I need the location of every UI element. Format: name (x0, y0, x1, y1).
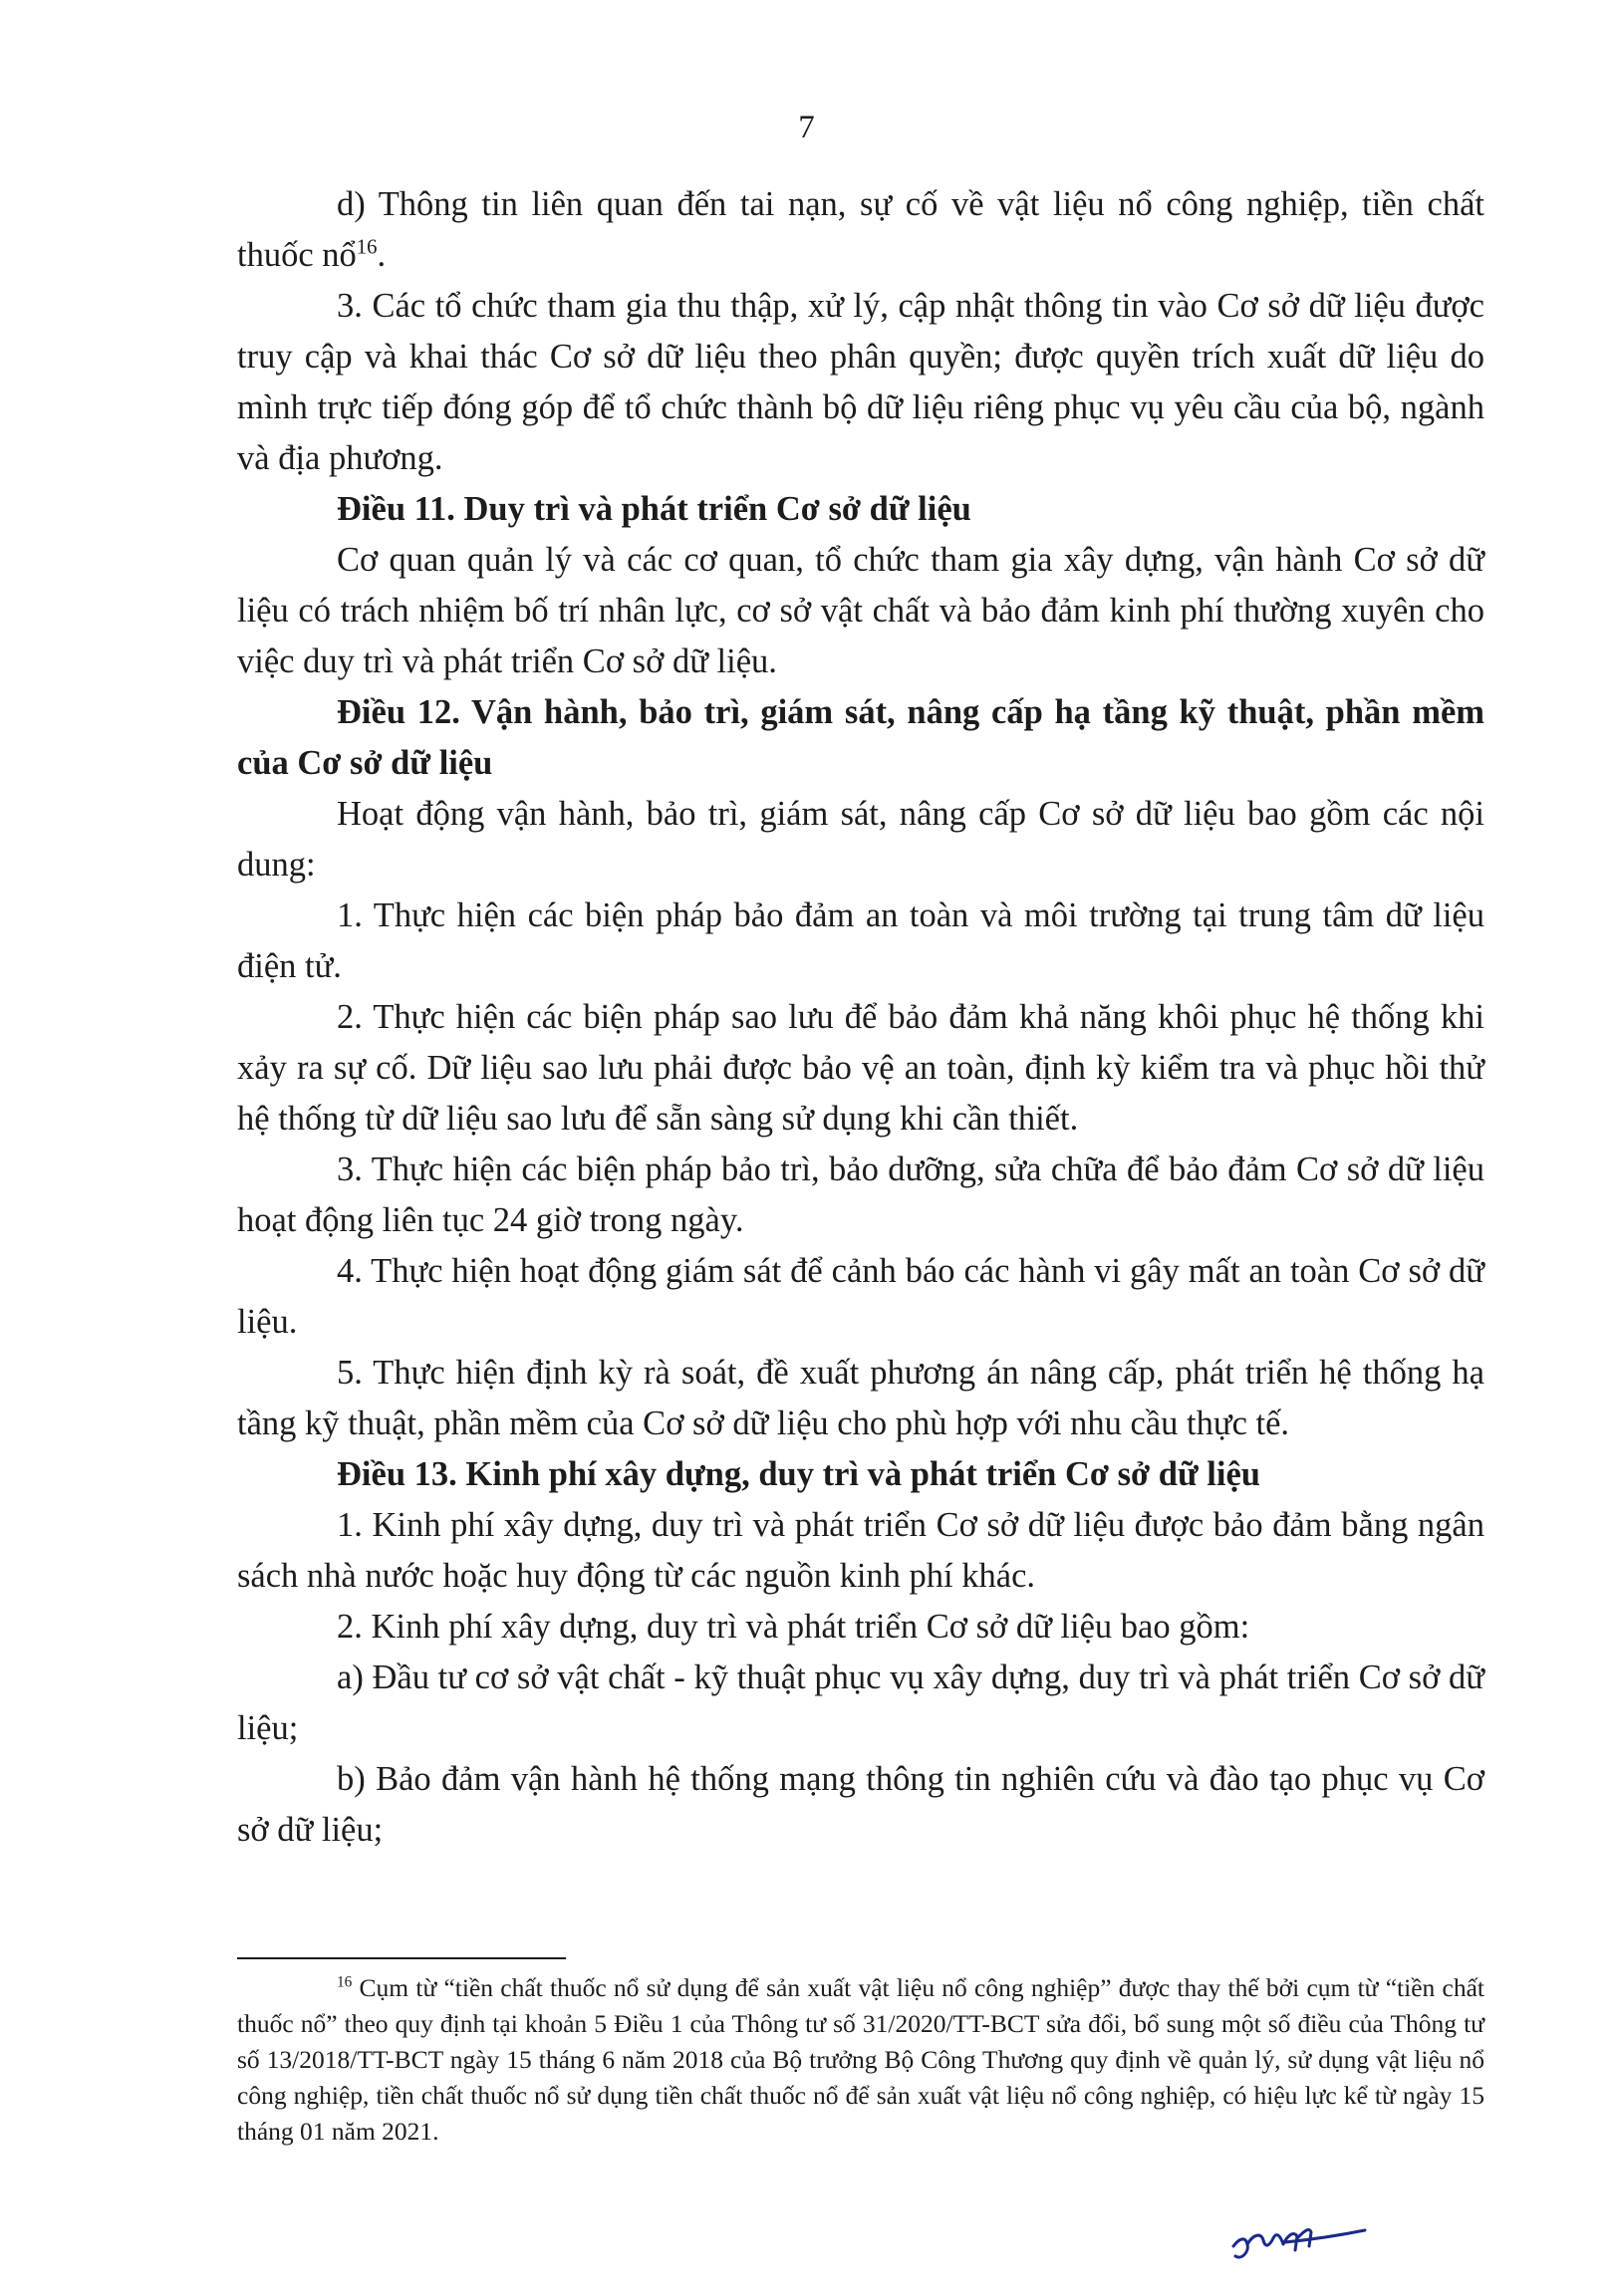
article-12-item-2: 2. Thực hiện các biện pháp sao lưu để bảo đảm khả năng khôi phục hệ thống khi xảy ra sự cố. Dữ liệu sao lưu phải được bảo vệ an toàn, định kỳ kiểm tra và phục hồi thử hệ thống từ dữ liệu sao lưu để sẵn sàng sử dụng khi cần thiết. (237, 998, 1484, 1138)
body-text (237, 179, 1484, 1856)
page-number: 7 (798, 110, 815, 145)
article-12-item-1: 1. Thực hiện các biện pháp bảo đảm an toàn và môi trường tại trung tâm dữ liệu điện tử. (237, 896, 1484, 985)
paragraph-text: d) Thông tin liên quan đến tai nạn, sự cố về vật liệu nổ công nghiệp, tiền chất thuốc nổ (237, 185, 1484, 274)
article-12-item-3: 3. Thực hiện các biện pháp bảo trì, bảo dưỡng, sửa chữa để bảo đảm Cơ sở dữ liệu hoạt động liên tục 24 giờ trong ngày. (237, 1150, 1484, 1239)
article-13-item-2: 2. Kinh phí xây dựng, duy trì và phát triển Cơ sở dữ liệu bao gồm: (337, 1608, 1250, 1646)
footnote-16 (237, 1970, 1484, 2150)
article-11-body: Cơ quan quản lý và các cơ quan, tổ chức tham gia xây dựng, vận hành Cơ sở dữ liệu có trách nhiệm bố trí nhân lực, cơ sở vật chất và bảo đảm kinh phí thường xuyên cho việc duy trì và phát triển Cơ sở dữ liệu. (237, 541, 1484, 680)
footnote-text: Cụm từ “tiền chất thuốc nổ sử dụng để sản xuất vật liệu nổ công nghiệp” được thay thế bởi cụm từ “tiền chất thuốc nổ” theo quy định tại khoản 5 Điều 1 của Thông tư số 31/2020/TT-BCT sửa đổi, bổ sung một số điều của Thông tư số 13/2018/TT-BCT ngày 15 tháng 6 năm 2018 của Bộ trưởng Bộ Công Thương quy định về quản lý, sử dụng vật liệu nổ công nghiệp, tiền chất thuốc nổ sử dụng tiền chất thuốc nổ để sản xuất vật liệu nổ công nghiệp, có hiệu lực kể từ ngày 15 tháng 01 năm 2021. (237, 1973, 1484, 2146)
footnote-mark: 16 (337, 1973, 353, 1991)
paragraph-2d (237, 179, 1484, 281)
article-13-item-2b: b) Bảo đảm vận hành hệ thống mạng thông tin nghiên cứu và đào tạo phục vụ Cơ sở dữ liệu; (237, 1760, 1484, 1849)
article-12-item-4: 4. Thực hiện hoạt động giám sát để cảnh báo các hành vi gây mất an toàn Cơ sở dữ liệu. (237, 1252, 1484, 1341)
article-13-item-2a: a) Đầu tư cơ sở vật chất - kỹ thuật phục vụ xây dựng, duy trì và phát triển Cơ sở dữ liệu; (237, 1658, 1484, 1747)
footnote-ref: 16 (356, 236, 378, 259)
article-13-item-1: 1. Kinh phí xây dựng, duy trì và phát triển Cơ sở dữ liệu được bảo đảm bằng ngân sách nhà nước hoặc huy động từ các nguồn kinh phí khác. (237, 1506, 1484, 1595)
article-12-intro: Hoạt động vận hành, bảo trì, giám sát, nâng cấp Cơ sở dữ liệu bao gồm các nội dung: (237, 795, 1484, 884)
article-13-heading: Điều 13. Kinh phí xây dựng, duy trì và phát triển Cơ sở dữ liệu (337, 1455, 1260, 1493)
paragraph-suffix: . (377, 236, 387, 274)
paragraph-clause-3: 3. Các tổ chức tham gia thu thập, xử lý, cập nhật thông tin vào Cơ sở dữ liệu được truy cập và khai thác Cơ sở dữ liệu theo phân quyền; được quyền trích xuất dữ liệu do mình trực tiếp đóng góp để tổ chức thành bộ dữ liệu riêng phục vụ yêu cầu của bộ, ngành và địa phương. (237, 287, 1484, 477)
article-12-heading: Điều 12. Vận hành, bảo trì, giám sát, nâng cấp hạ tầng kỹ thuật, phần mềm của Cơ sở dữ liệu (237, 693, 1484, 782)
signature-initials (1225, 2216, 1375, 2266)
article-11-heading: Điều 11. Duy trì và phát triển Cơ sở dữ liệu (337, 490, 971, 528)
footnote-separator (237, 1957, 566, 1959)
article-12-item-5: 5. Thực hiện định kỳ rà soát, đề xuất phương án nâng cấp, phát triển hệ thống hạ tầng kỹ thuật, phần mềm của Cơ sở dữ liệu cho phù hợp với nhu cầu thực tế. (237, 1354, 1484, 1442)
footnotes (237, 1970, 1484, 2150)
